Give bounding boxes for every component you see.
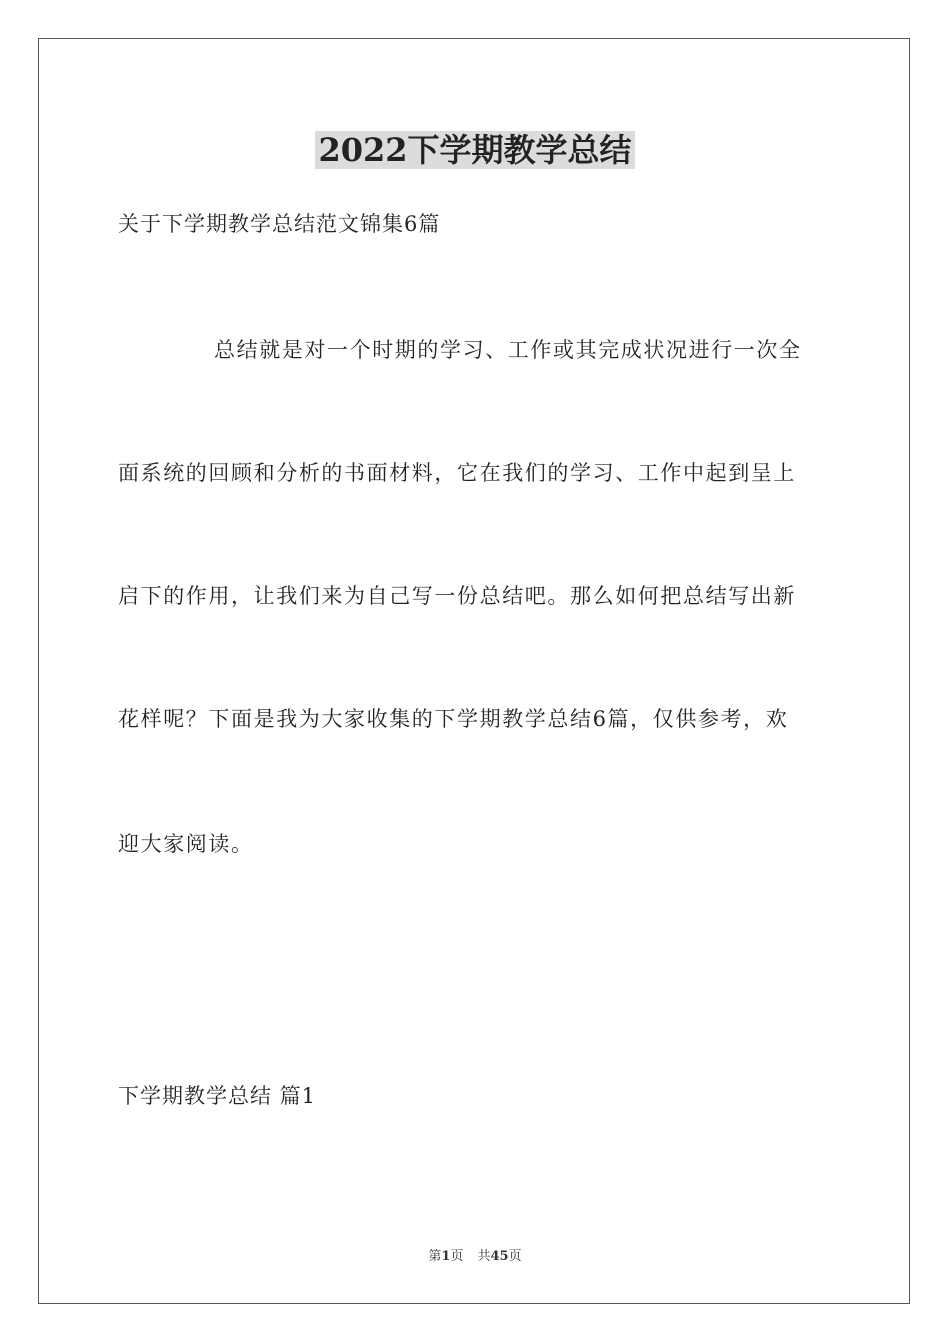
page-footer [0, 1248, 950, 1266]
section-heading: 下学期教学总结 篇1 [118, 1084, 317, 1108]
paragraph-line: 面系统的回顾和分析的书面材料，它在我们的学习、工作中起到呈上 [118, 461, 796, 485]
paragraph-line: 迎大家阅读。 [118, 832, 254, 856]
footer-total-pages: 45 [490, 1249, 509, 1264]
document-title-text: 2022下学期教学总结 [315, 131, 634, 169]
paragraph-line: 总结就是对一个时期的学习、工作或其完成状况进行一次全 [214, 338, 802, 362]
footer-page-prefix: 第 [428, 1249, 442, 1264]
footer-total-prefix: 共 [477, 1249, 491, 1264]
paragraph-line: 花样呢？下面是我为大家收集的下学期教学总结6篇，仅供参考，欢 [118, 707, 789, 731]
document-title [0, 128, 950, 172]
footer-total-suffix: 页 [508, 1249, 522, 1264]
footer-page-suffix: 页 [450, 1249, 464, 1264]
footer-page-number: 1 [441, 1249, 451, 1264]
paragraph-line: 启下的作用，让我们来为自己写一份总结吧。那么如何把总结写出新 [118, 584, 796, 608]
document-subtitle: 关于下学期教学总结范文锦集6篇 [118, 212, 441, 236]
